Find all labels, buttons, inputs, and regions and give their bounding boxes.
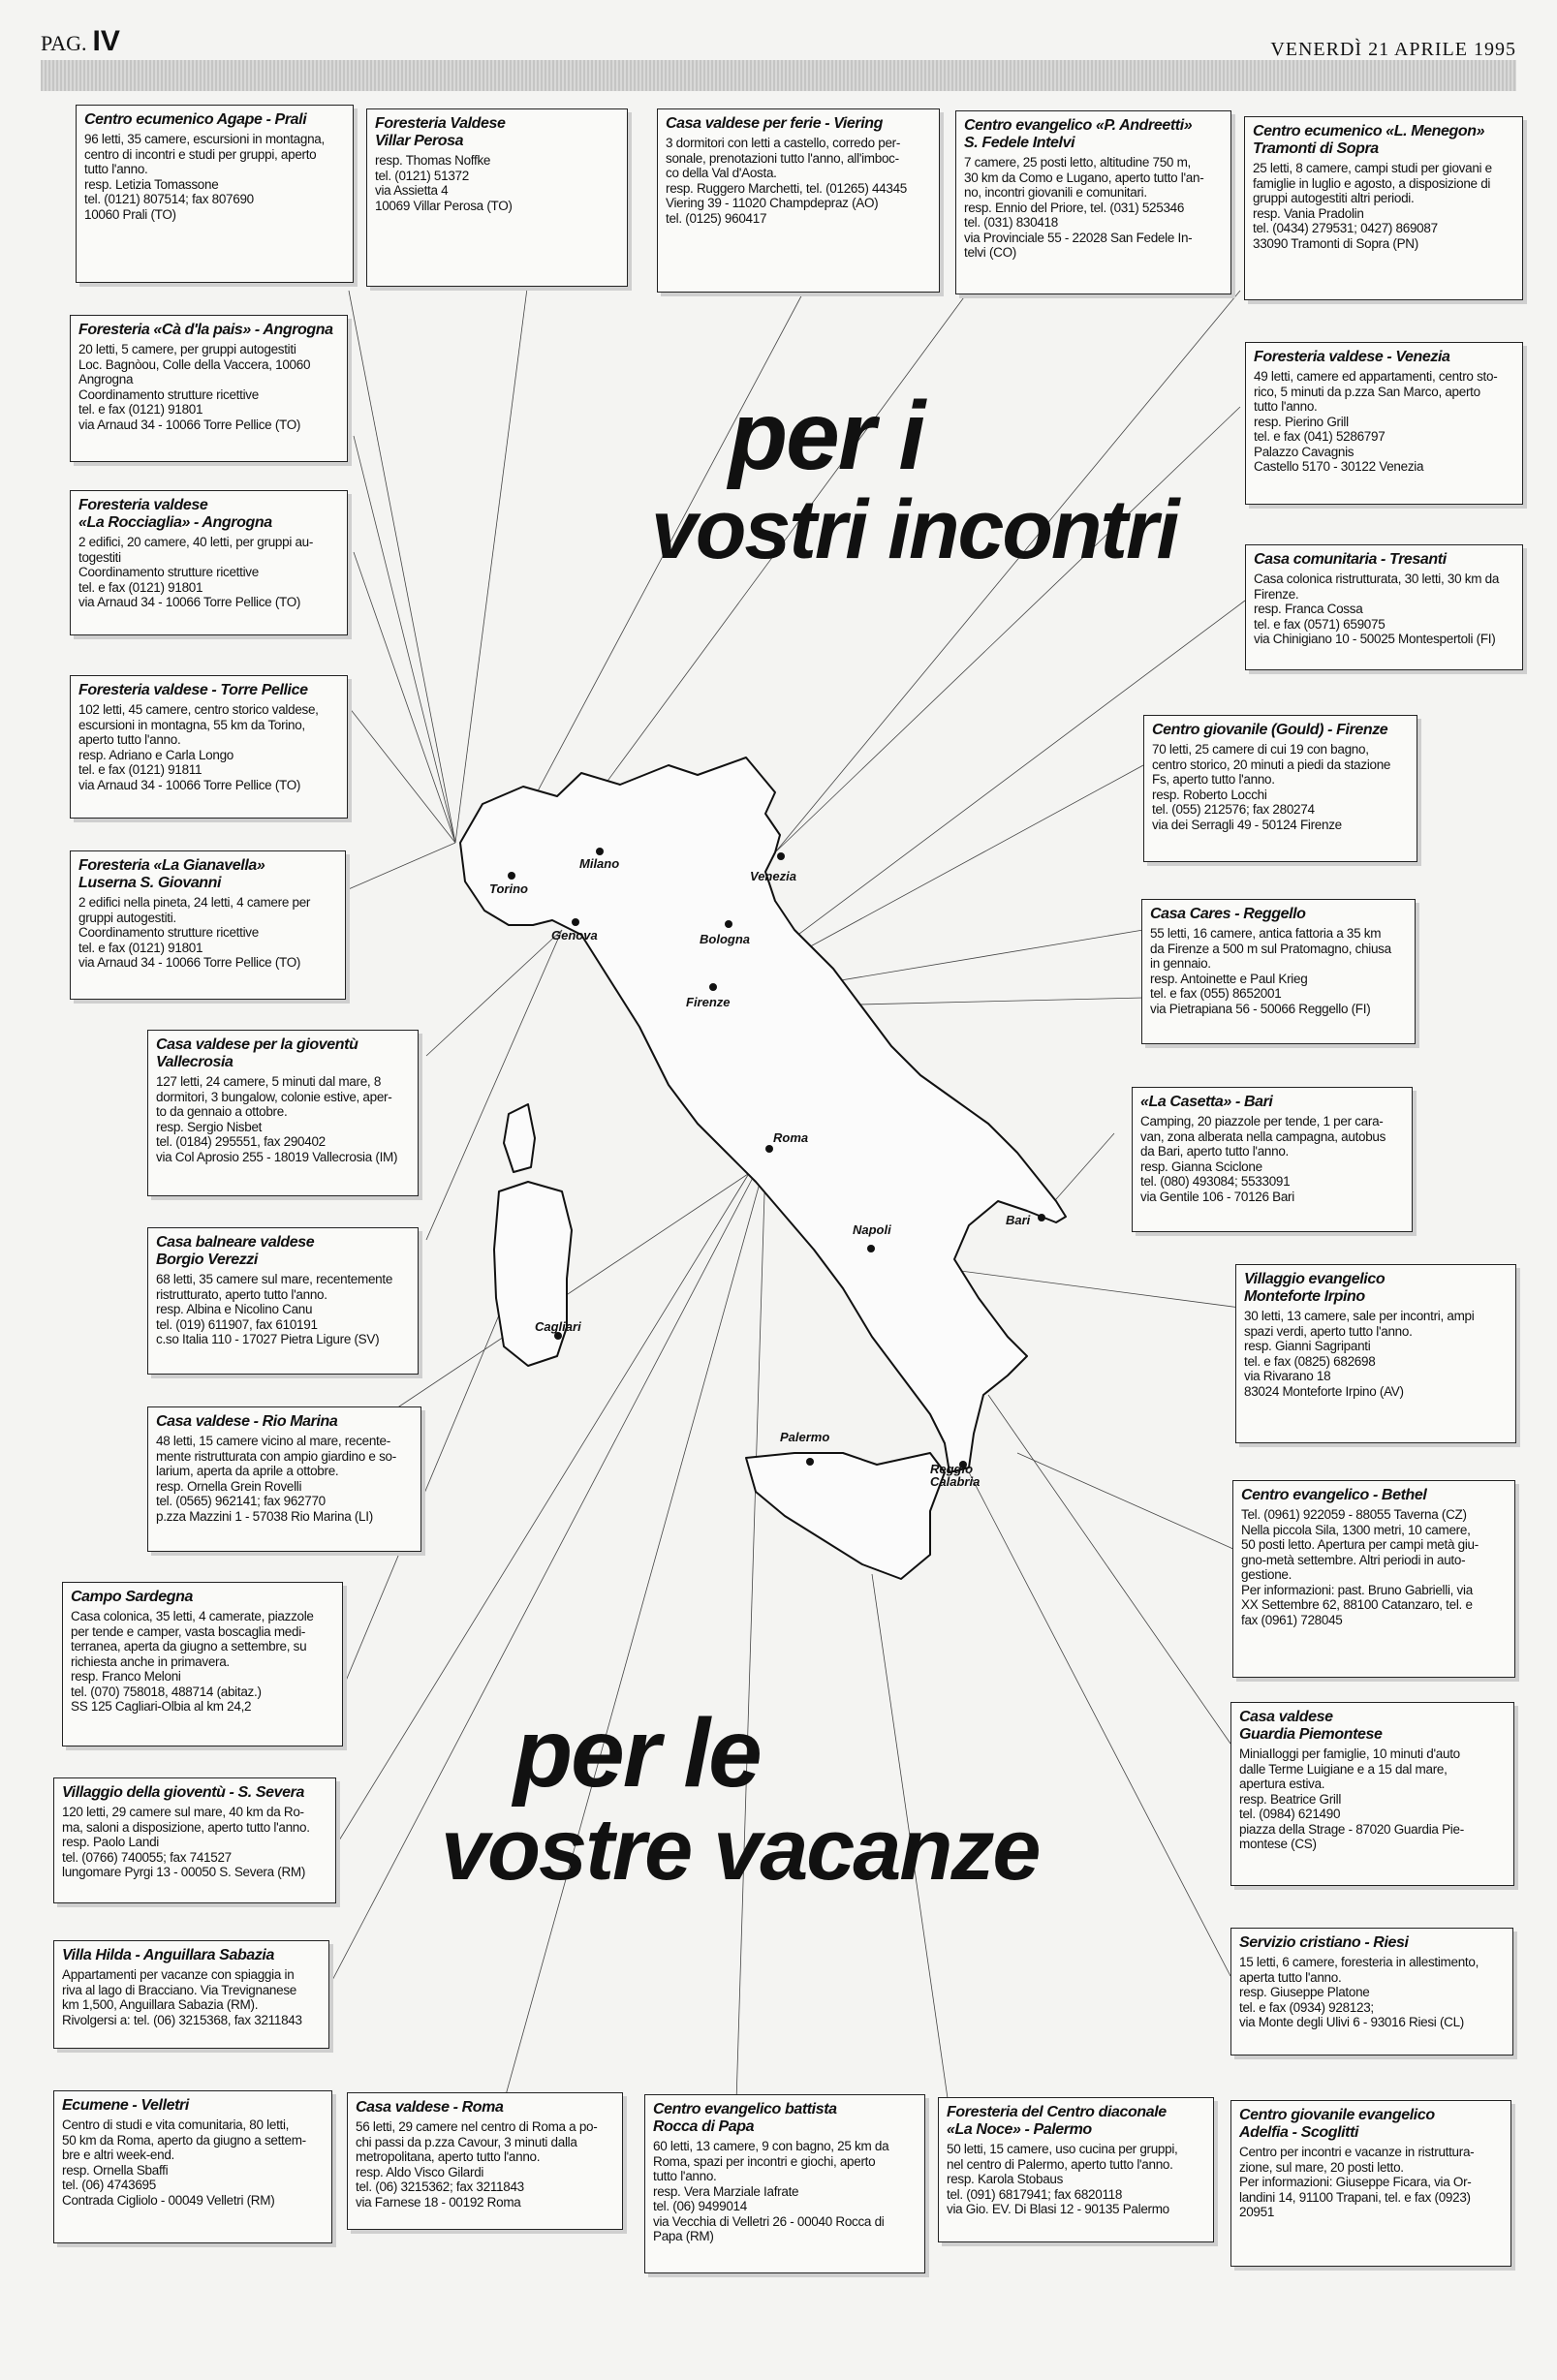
city-milano: Milano [579, 856, 620, 871]
listing-body: 96 letti, 35 camere, escursioni in montagna, centro di incontri e studi per gruppi, aperto tutto l'anno. resp. Letizia Tomassone tel. (0121) 807514; fax 807690 10060 Prali (TO) [84, 132, 325, 222]
listing-bethel [1232, 1480, 1515, 1678]
listing-campo-sardegna [62, 1582, 343, 1746]
listing-body: 30 letti, 13 camere, sale per incontri, ampi spazi verdi, aperto tutto l'anno. resp. Gianni Sagripanti tel. e fax (0825) 682698 via Rivarano 18 83024 Monteforte Irpino (AV) [1244, 1309, 1475, 1399]
listing-casa-valdese-roma [347, 2092, 623, 2230]
listing-body: Centro di studi e vita comunitaria, 80 letti, 50 km da Roma, aperto da giugno a settem- bre e altri week-end. resp. Ornella Sbaffi tel. (06) 4743695 Contrada Cigliolo - 00049 Velletri (RM) [62, 2117, 306, 2208]
slogan-per-le: per le [514, 1699, 761, 1808]
listing-body: resp. Thomas Noffke tel. (0121) 51372 via Assietta 4 10069 Villar Perosa (TO) [375, 153, 513, 213]
listing-title: Casa comunitaria - Tresanti [1254, 551, 1447, 568]
city-firenze: Firenze [686, 995, 731, 1009]
listing-title: Foresteria del Centro diaconale «La Noce» - Palermo [947, 2104, 1167, 2138]
listing-title: Villaggio della gioventù - S. Severa [62, 1784, 304, 1801]
firenze-dot [709, 983, 717, 991]
listing-gould-firenze [1143, 715, 1417, 862]
milano-dot [596, 848, 604, 855]
listing-body: Camping, 20 piazzole per tende, 1 per cara- van, zona alberata nella campagna, autobus da Bari, aperto tutto l'anno. resp. Gianna Sciclone tel. (080) 493084; 5533091 via Gentile 106 - 70126 Bari [1140, 1114, 1386, 1204]
listing-title: Casa balneare valdese Borgio Verezzi [156, 1234, 315, 1268]
sicily-island [746, 1453, 945, 1579]
listing-body: 2 edifici nella pineta, 24 letti, 4 camere per gruppi autogestiti. Coordinamento strutture ricettive tel. e fax (0121) 91801 via Arnaud 34 - 10066 Torre Pellice (TO) [78, 895, 311, 970]
slogan-per-i: per i [729, 382, 924, 490]
listing-villa-hilda [53, 1940, 329, 2049]
issue-date: VENERDÌ 21 APRILE 1995 [1270, 39, 1516, 60]
city-genova: Genova [551, 928, 598, 943]
listing-title: Ecumene - Velletri [62, 2097, 189, 2114]
listing-title: Casa valdese per ferie - Viering [666, 115, 884, 132]
listing-rocca-di-papa [644, 2094, 925, 2273]
listing-title: Centro giovanile (Gould) - Firenze [1152, 722, 1388, 738]
listing-foresteria-venezia [1245, 342, 1523, 505]
city-reggio-calabria: Reggio Calabria [930, 1462, 981, 1489]
listing-title: Centro ecumenico Agape - Prali [84, 111, 307, 128]
listing-villar-perosa [366, 108, 628, 287]
listing-title: Casa valdese - Roma [356, 2099, 504, 2116]
listing-gianavella [70, 850, 346, 1000]
listing-vallecrosia [147, 1030, 419, 1196]
listing-la-noce [938, 2097, 1214, 2242]
listing-body: 15 letti, 6 camere, foresteria in allestimento, aperta tutto l'anno. resp. Giuseppe Platone tel. e fax (0934) 928123; via Monte degli Ulivi 6 - 93016 Riesi (CL) [1239, 1955, 1479, 2029]
listing-title: Casa valdese - Rio Marina [156, 1413, 338, 1430]
listing-title: Foresteria valdese - Venezia [1254, 349, 1450, 365]
listing-body: 60 letti, 13 camere, 9 con bagno, 25 km da Roma, spazi per incontri e giochi, aperto tutto l'anno. resp. Vera Marziale Iafrate tel. (06) 9499014 via Vecchia di Velletri 26 - 00040 Rocca di Papa (RM) [653, 2139, 889, 2243]
listing-body: Tel. (0961) 922059 - 88055 Taverna (CZ) Nella piccola Sila, 1300 metri, 10 camere, 50 posti letto. Apertura per campi metà giu- gno-metà settembre. Altri periodi in auto- gestione. Per informazioni: past. Bruno Gabrielli, via XX Settembre 62, 88100 Catanzaro, tel. e fax (0961) 728045 [1241, 1507, 1479, 1627]
bologna-dot [725, 920, 732, 928]
venezia-dot [777, 852, 785, 860]
city-palermo: Palermo [780, 1430, 830, 1444]
listing-title: Foresteria «Cà d'la pais» - Angrogna [78, 322, 333, 338]
city-bari: Bari [1006, 1213, 1031, 1227]
city-roma: Roma [773, 1130, 809, 1145]
listing-body: Centro per incontri e vacanze in ristruttura- zione, sul mare, 20 posti letto. Per informazioni: Giuseppe Ficara, via Or- landini 14, 91100 Trapani, tel. e fax (0923) 20951 [1239, 2145, 1475, 2219]
listing-andreetti [955, 110, 1231, 294]
listing-title: Centro evangelico - Bethel [1241, 1487, 1427, 1503]
listing-title: Centro evangelico «P. Andreetti» S. Fedele Intelvi [964, 117, 1193, 151]
listing-la-casetta [1132, 1087, 1413, 1232]
city-torino: Torino [489, 881, 528, 896]
listing-borgio-verezzi [147, 1227, 419, 1375]
listing-ecumene-velletri [53, 2090, 332, 2243]
listing-rio-marina [147, 1406, 421, 1552]
listing-body: Casa colonica, 35 letti, 4 camerate, piazzole per tende e camper, vasta boscaglia medi- terranea, aperta da giugno a settembre, su richiesta anche in primavera. resp. Franco Meloni tel. (070) 758018, 488714 (abitaz.) SS 125 Cagliari-Olbia al km 24,2 [71, 1609, 314, 1714]
listing-title: Centro ecumenico «L. Menegon» Tramonti di Sopra [1253, 123, 1485, 157]
listing-title: Foresteria Valdese Villar Perosa [375, 115, 506, 149]
listing-body: Appartamenti per vacanze con spiaggia in riva al lago di Bracciano. Via Trevignanese km 1,500, Anguillara Sabazia (RM). Rivolgersi a: tel. (06) 3215368, fax 3211843 [62, 1967, 302, 2027]
napoli-dot [867, 1245, 875, 1252]
listing-adelfia [1230, 2100, 1511, 2267]
city-venezia: Venezia [750, 869, 796, 883]
listing-body: 3 dormitori con letti a castello, corredo per- sonale, prenotazioni tutto l'anno, all'imboc- co della Val d'Aosta. resp. Ruggero Marchetti, tel. (01265) 44345 Viering 39 - 11020 Champdepraz (AO) tel. (0125) 960417 [666, 136, 907, 226]
listing-body: 48 letti, 15 camere vicino al mare, recente- mente ristrutturata con ampio giardino e so- larium, aperta da aprile a ottobre. resp. Ornella Grein Rovelli tel. (0565) 962141; fax 962770 p.zza Mazzini 1 - 57038 Rio Marina (LI) [156, 1434, 396, 1524]
listing-body: 7 camere, 25 posti letto, altitudine 750 m, 30 km da Como e Lugano, aperto tutto l'an- no, incontri giovanili e comunitari. resp. Ennio del Priore, tel. (031) 525346 tel. (031) 830418 via Provinciale 55 - 22028 San Fedele In- telvi (CO) [964, 155, 1204, 260]
listing-title: Villa Hilda - Anguillara Sabazia [62, 1947, 274, 1963]
listing-body: 127 letti, 24 camere, 5 minuti dal mare, 8 dormitori, 3 bungalow, colonie estive, aper- to da gennaio a ottobre. resp. Sergio Nisbet tel. (0184) 295551, fax 290402 via Col Aprosio 255 - 18019 Vallecrosia (IM) [156, 1074, 398, 1164]
listing-title: Casa valdese Guardia Piemontese [1239, 1709, 1383, 1743]
page-number: PAG. IV [41, 25, 120, 57]
listing-ca-dla-pais [70, 315, 348, 462]
listing-title: Foresteria valdese - Torre Pellice [78, 682, 308, 698]
listing-body: 56 letti, 29 camere nel centro di Roma a po- chi passi da p.zza Cavour, 3 minuti dalla metropolitana, aperto tutto l'anno. resp. Aldo Visco Gilardi tel. (06) 3215362; fax 3211843 via Farnese 18 - 00192 Roma [356, 2119, 598, 2210]
listing-riesi [1230, 1928, 1513, 2055]
listing-guardia-piemontese [1230, 1702, 1514, 1886]
listing-casa-cares [1141, 899, 1416, 1044]
roma-dot [765, 1145, 773, 1153]
listing-title: Servizio cristiano - Riesi [1239, 1934, 1409, 1951]
listing-body: 25 letti, 8 camere, campi studi per giovani e famiglie in luglio e agosto, a disposizione di gruppi autogestiti altri periodi. resp. Vania Pradolin tel. (0434) 279531; 0427) 869087 33090 Tramonti di Sopra (PN) [1253, 161, 1492, 251]
listing-body: 70 letti, 25 camere di cui 19 con bagno, centro storico, 20 minuti a piedi da stazione Fs, aperto tutto l'anno. resp. Roberto Locchi tel. (055) 212576; fax 280274 via dei Serragli 49 - 50124 Firenze [1152, 742, 1391, 832]
listing-body: Casa colonica ristrutturata, 30 letti, 30 km da Firenze. resp. Franca Cossa tel. e fax (0571) 659075 via Chinigiano 10 - 50025 Montespertoli (FI) [1254, 572, 1500, 646]
listing-santa-severa [53, 1777, 336, 1903]
listing-title: Centro evangelico battista Rocca di Papa [653, 2101, 837, 2135]
corsica-island [504, 1104, 535, 1172]
city-cagliari: Cagliari [535, 1319, 581, 1334]
city-bologna: Bologna [700, 932, 750, 946]
listing-body: 102 letti, 45 camere, centro storico valdese, escursioni in montagna, 55 km da Torino, aperto tutto l'anno. resp. Adriano e Carla Longo tel. e fax (0121) 91811 via Arnaud 34 - 10066 Torre Pellice (TO) [78, 702, 319, 792]
listing-body: 50 letti, 15 camere, uso cucina per gruppi, nel centro di Palermo, aperto tutto l'anno. resp. Karola Stobaus tel. (091) 6817941; fax 6820118 via Gio. EV. Di Blasi 12 - 90135 Palermo [947, 2142, 1178, 2216]
listing-title: Campo Sardegna [71, 1589, 193, 1605]
listing-agape-prali [76, 105, 354, 283]
listing-rocciaglia [70, 490, 348, 635]
slogan-vostre-vacanze: vostre vacanze [441, 1802, 1040, 1899]
genova-dot [572, 918, 579, 926]
listing-monteforte [1235, 1264, 1516, 1443]
listing-title: Casa valdese per la gioventù Vallecrosia [156, 1036, 358, 1070]
listing-title: «La Casetta» - Bari [1140, 1094, 1273, 1110]
listing-torre-pellice [70, 675, 348, 819]
listing-tresanti [1245, 544, 1523, 670]
listing-title: Centro giovanile evangelico Adelfia - Scoglitti [1239, 2107, 1435, 2141]
listing-viering [657, 108, 940, 293]
italy-peninsula [460, 757, 1066, 1472]
listing-body: MiniaIloggi per famiglie, 10 minuti d'auto dalle Terme Luigiane e a 15 dal mare, apertura estiva. resp. Beatrice Grill tel. (0984) 621490 piazza della Strage - 87020 Guardia Pie- montese (CS) [1239, 1746, 1464, 1851]
listing-body: 2 edifici, 20 camere, 40 letti, per gruppi au- togestiti Coordinamento strutture ricettive tel. e fax (0121) 91801 via Arnaud 34 - 10066 Torre Pellice (TO) [78, 535, 314, 609]
listing-title: Foresteria «La Gianavella» Luserna S. Giovanni [78, 857, 265, 891]
listing-body: 49 letti, camere ed appartamenti, centro sto- rico, 5 minuti da p.zza San Marco, aperto tutto l'anno. resp. Pierino Grill tel. e fax (041) 5286797 Palazzo Cavagnis Castello 5170 - 30122 Venezia [1254, 369, 1498, 474]
listing-body: 55 letti, 16 camere, antica fattoria a 35 km da Firenze a 500 m sul Pratomagno, chiusa in gennaio. resp. Antoinette e Paul Krieg tel. e fax (055) 8652001 via Pietrapiana 56 - 50066 Reggello (FI) [1150, 926, 1391, 1016]
listing-title: Casa Cares - Reggello [1150, 906, 1306, 922]
listing-body: 20 letti, 5 camere, per gruppi autogestiti Loc. Bagnòou, Colle della Vaccera, 10060 Angrogna Coordinamento strutture ricettive tel. e fax (0121) 91801 via Arnaud 34 - 10066 Torre Pellice (TO) [78, 342, 311, 432]
listing-menegon [1244, 116, 1523, 300]
bari-dot [1038, 1214, 1045, 1221]
palermo-dot [806, 1458, 814, 1466]
listing-title: Villaggio evangelico Monteforte Irpino [1244, 1271, 1386, 1305]
listing-title: Foresteria valdese «La Rocciaglia» - Angrogna [78, 497, 272, 531]
torino-dot [508, 872, 515, 880]
city-napoli: Napoli [853, 1222, 891, 1237]
slogan-vostri-incontri: vostri incontri [651, 483, 1178, 576]
listing-body: 120 letti, 29 camere sul mare, 40 km da Ro- ma, saloni a disposizione, aperto tutto l'anno. resp. Paolo Landi tel. (0766) 740055; fax 741527 lungomare Pyrgi 13 - 00050 S. Severa (RM) [62, 1805, 310, 1879]
listing-body: 68 letti, 35 camere sul mare, recentemente ristrutturato, aperto tutto l'anno. resp. Albina e Nicolino Canu tel. (019) 611907, fax 610191 c.so Italia 110 - 17027 Pietra Ligure (SV) [156, 1272, 393, 1346]
